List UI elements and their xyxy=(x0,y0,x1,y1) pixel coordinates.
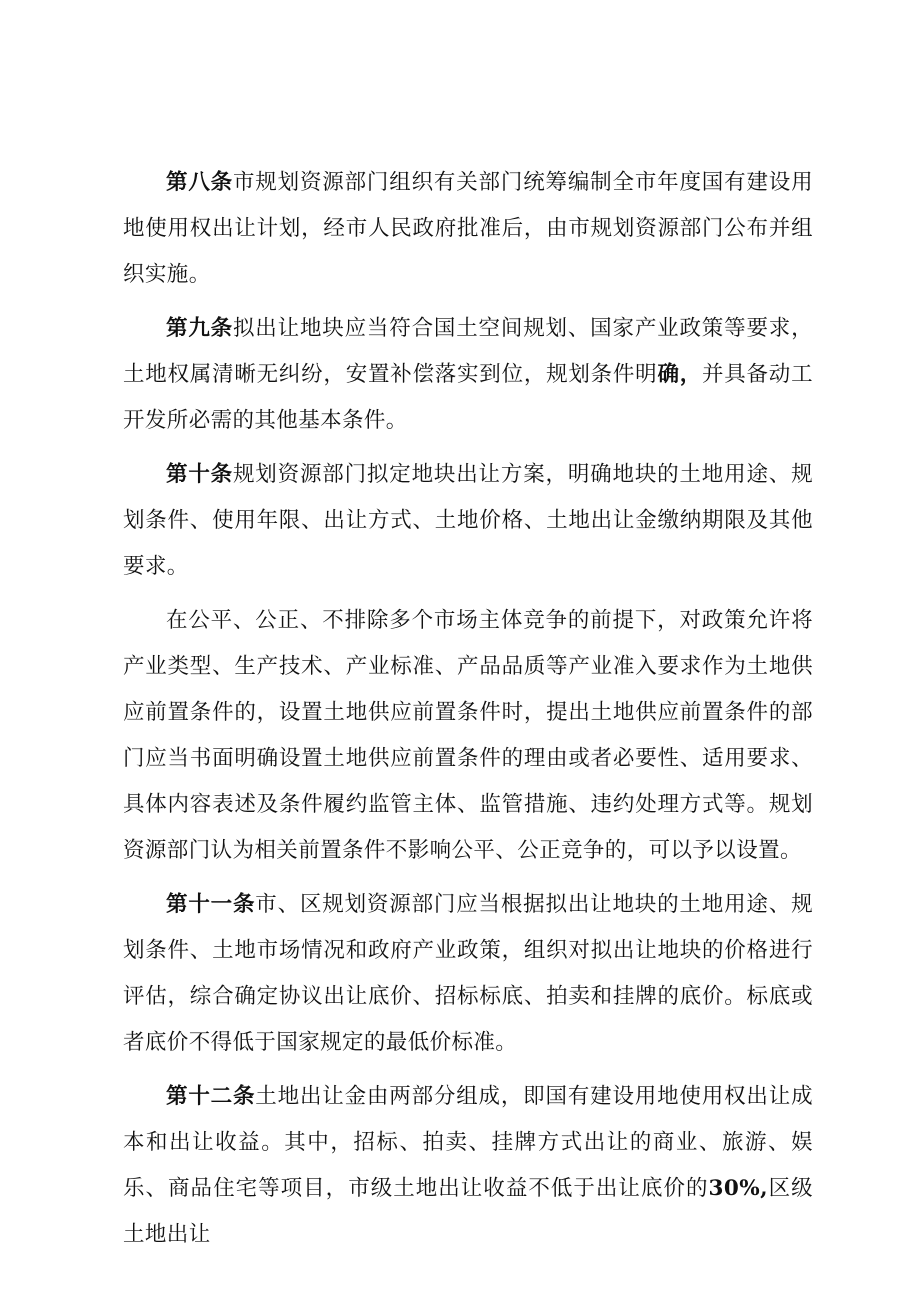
article-text: 拟出让地块应当符合国土空间规划、国家产业政策等要求，土地权属清晰无纠纷，安置补偿落实到位，规划条件明 xyxy=(123,316,814,387)
article-heading: 第九条 xyxy=(166,316,233,341)
article-10 xyxy=(123,452,813,590)
article-text: 规划资源部门拟定地块出让方案，明确地块的土地用途、规划条件、使用年限、出让方式、土地价格、土地出让金缴纳期限及其他要求。 xyxy=(123,462,814,579)
document-body xyxy=(123,160,813,1266)
article-text-bold: 确， xyxy=(657,362,702,387)
article-text: 并具备动工开发所必需的其他基本条件。 xyxy=(123,362,813,433)
article-12 xyxy=(123,1074,813,1258)
article-text: 在公平、公正、不排除多个市场主体竞争的前提下，对政策允许将产业类型、生产技术、产业标准、产品品质等产业准入要求作为土地供应前置条件的，设置土地供应前置条件时，提出土地供应前置条件的部门应当书面明确设置土地供应前置条件的理由或者必要性、适用要求、具体内容表述及条件履约监管主体、监管措施、违约处理方式等。规划资源部门认为相关前置条件不影响公平、公正竞争的，可以予以设置。 xyxy=(123,608,813,863)
article-10-paragraph-2 xyxy=(123,598,813,874)
article-text: 区级土地出让 xyxy=(123,1176,813,1247)
article-heading: 第八条 xyxy=(166,170,233,195)
article-heading: 第十一条 xyxy=(166,892,256,917)
article-8 xyxy=(123,160,813,298)
article-text: 市规划资源部门组织有关部门统筹编制全市年度国有建设用地使用权出让计划，经市人民政府批准后，由市规划资源部门公布并组织实施。 xyxy=(123,170,814,287)
percentage-value: 30%, xyxy=(708,1176,768,1201)
article-text: 市、区规划资源部门应当根据拟出让地块的土地用途、规划条件、土地市场情况和政府产业政策，组织对拟出让地块的价格进行评估，综合确定协议出让底价、招标标底、拍卖和挂牌的底价。标底或者底价不得低于国家规定的最低价标准。 xyxy=(123,892,813,1055)
article-9 xyxy=(123,306,813,444)
article-11 xyxy=(123,882,813,1066)
article-text: 土地出让金由两部分组成，即国有建设用地使用权出让成本和出让收益。其中，招标、拍卖、挂牌方式出让的商业、旅游、娱乐、商品住宅等项目，市级土地出让收益不低于出让底价的 xyxy=(123,1084,813,1201)
article-heading: 第十条 xyxy=(166,462,233,487)
article-heading: 第十二条 xyxy=(166,1084,256,1109)
